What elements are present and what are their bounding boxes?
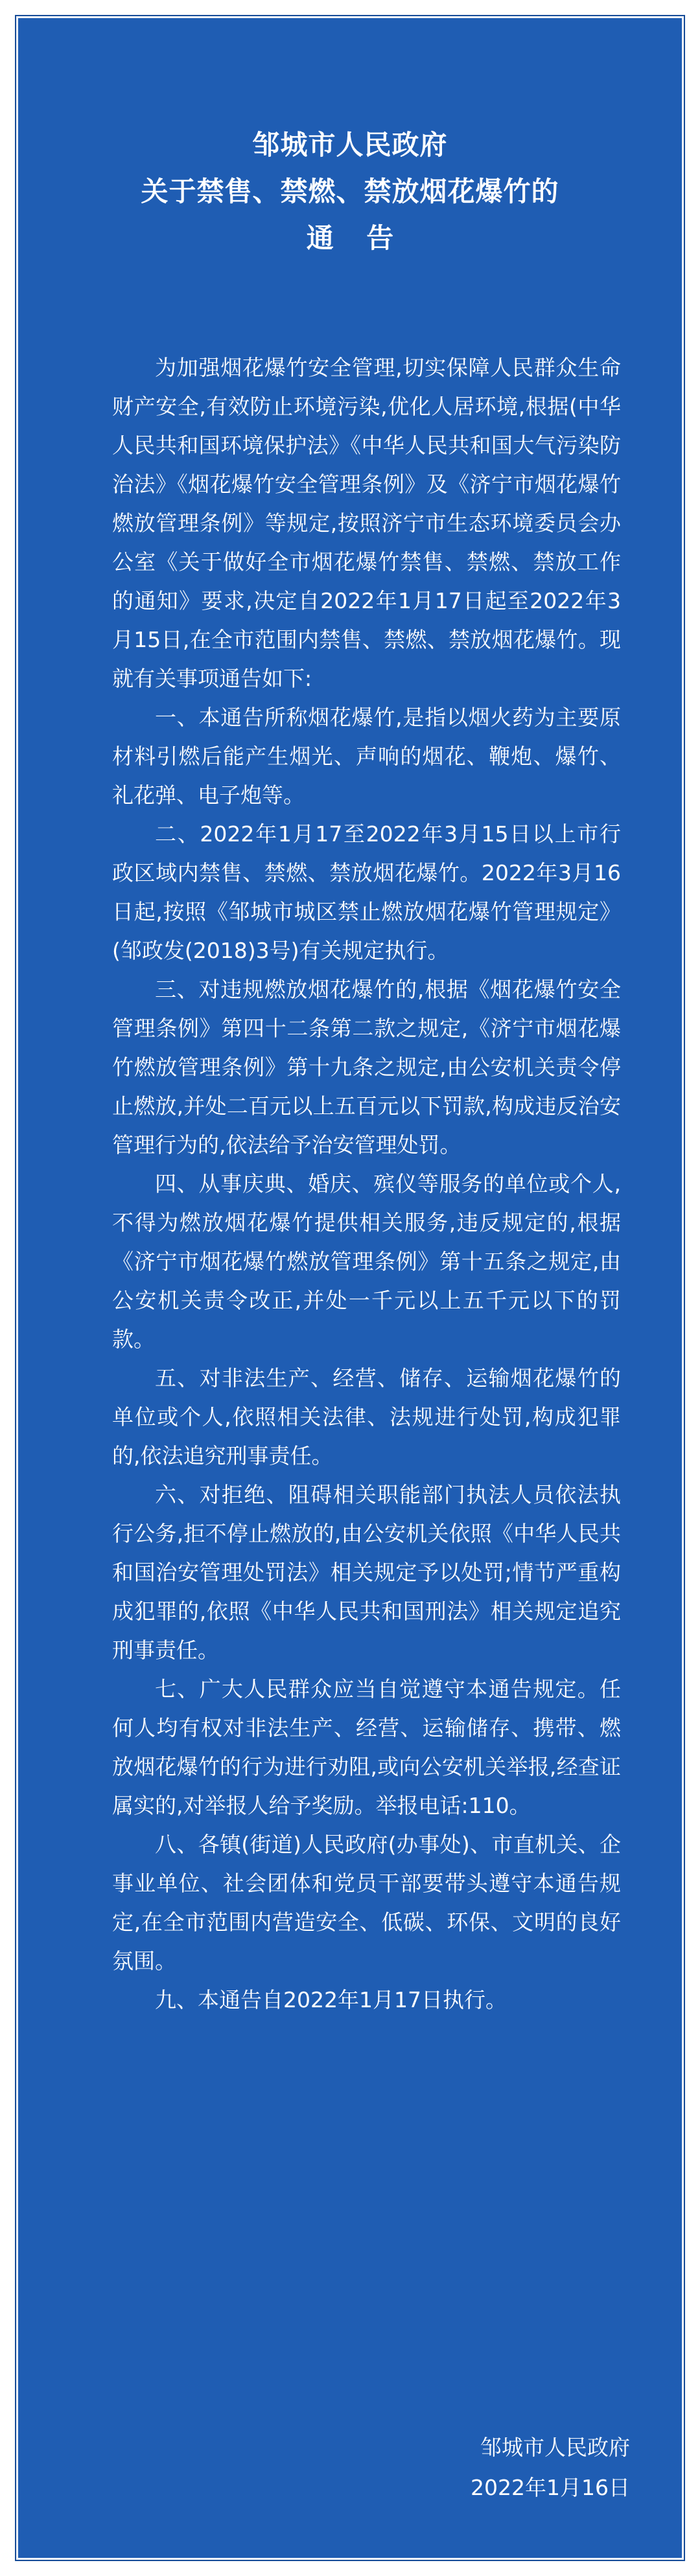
paragraph-intro: 为加强烟花爆竹安全管理,切实保障人民群众生命财产安全,有效防止环境污染,优化人居环境,根据(中华人民共和国环境保护法》《中华人民共和国大气污染防治法》《烟花爆竹安全管理条例》及《济宁市烟花爆竹燃放管理条例》等规定,按照济宁市生态环境委员会办公室《关于做好全市烟花爆竹禁售、禁燃、禁放工作的通知》要求,决定自2022年1月17日起至2022年3月15日,在全市范围内禁售、禁燃、禁放烟花爆竹。现就有关事项通告如下:: [112, 355, 621, 691]
paragraph-item-1: 一、本通告所称烟花爆竹,是指以烟火药为主要原材料引燃后能产生烟光、声响的烟花、鞭炮、爆竹、礼花弹、电子炮等。: [112, 705, 621, 808]
signature-block: [471, 2428, 630, 2508]
signature-issuer: 邹城市人民政府: [480, 2435, 630, 2460]
paragraph-item-6: 六、对拒绝、阻碍相关职能部门执法人员依法执行公务,拒不停止燃放的,由公安机关依照《中华人民共和国治安管理处罚法》相关规定予以处罚;情节严重构成犯罪的,依照《中华人民共和国刑法》相关规定追究刑事责任。: [112, 1482, 621, 1663]
paragraph-item-2: 二、2022年1月17至2022年3月15日以上市行政区域内禁售、禁燃、禁放烟花爆竹。2022年3月16日起,按照《邹城市城区禁止燃放烟花爆竹管理规定》(邹政发(2018)3号)有关规定执行。: [112, 821, 621, 963]
paragraph-item-3: 三、对违规燃放烟花爆竹的,根据《烟花爆竹安全管理条例》第四十二条第二款之规定,《济宁市烟花爆竹燃放管理条例》第十九条之规定,由公安机关责令停止燃放,并处二百元以上五百元以下罚款,构成违反治安管理行为的,依法给予治安管理处罚。: [112, 977, 621, 1157]
title-subject: 关于禁售、禁燃、禁放烟花爆竹的: [141, 176, 559, 207]
title-doc-type: 通 告: [306, 222, 406, 254]
paragraph-item-8: 八、各镇(街道)人民政府(办事处)、市直机关、企事业单位、社会团体和党员干部要带头遵守本通告规定,在全市范围内营造安全、低碳、环保、文明的良好氛围。: [112, 1832, 621, 1974]
notice-title: [18, 122, 682, 262]
notice-panel: [16, 16, 684, 2560]
title-issuer: 邹城市人民政府: [252, 129, 448, 161]
paragraph-item-5: 五、对非法生产、经营、储存、运输烟花爆竹的单位或个人,依照相关法律、法规进行处罚,构成犯罪的,依法追究刑事责任。: [112, 1365, 621, 1468]
paragraph-item-7: 七、广大人民群众应当自觉遵守本通告规定。任何人均有权对非法生产、经营、运输储存、携带、燃放烟花爆竹的行为进行劝阻,或向公安机关举报,经查证属实的,对举报人给予奖励。举报电话:110。: [112, 1676, 621, 1818]
paragraph-item-9: 九、本通告自2022年1月17日执行。: [155, 1987, 507, 2012]
paragraph-item-4: 四、从事庆典、婚庆、殡仪等服务的单位或个人,不得为燃放烟花爆竹提供相关服务,违反规定的,根据《济宁市烟花爆竹燃放管理条例》第十五条之规定,由公安机关责令改正,并处一千元以上五千元以下的罚款。: [112, 1171, 621, 1352]
notice-body: [112, 348, 621, 2020]
signature-date: 2022年1月16日: [471, 2475, 630, 2500]
